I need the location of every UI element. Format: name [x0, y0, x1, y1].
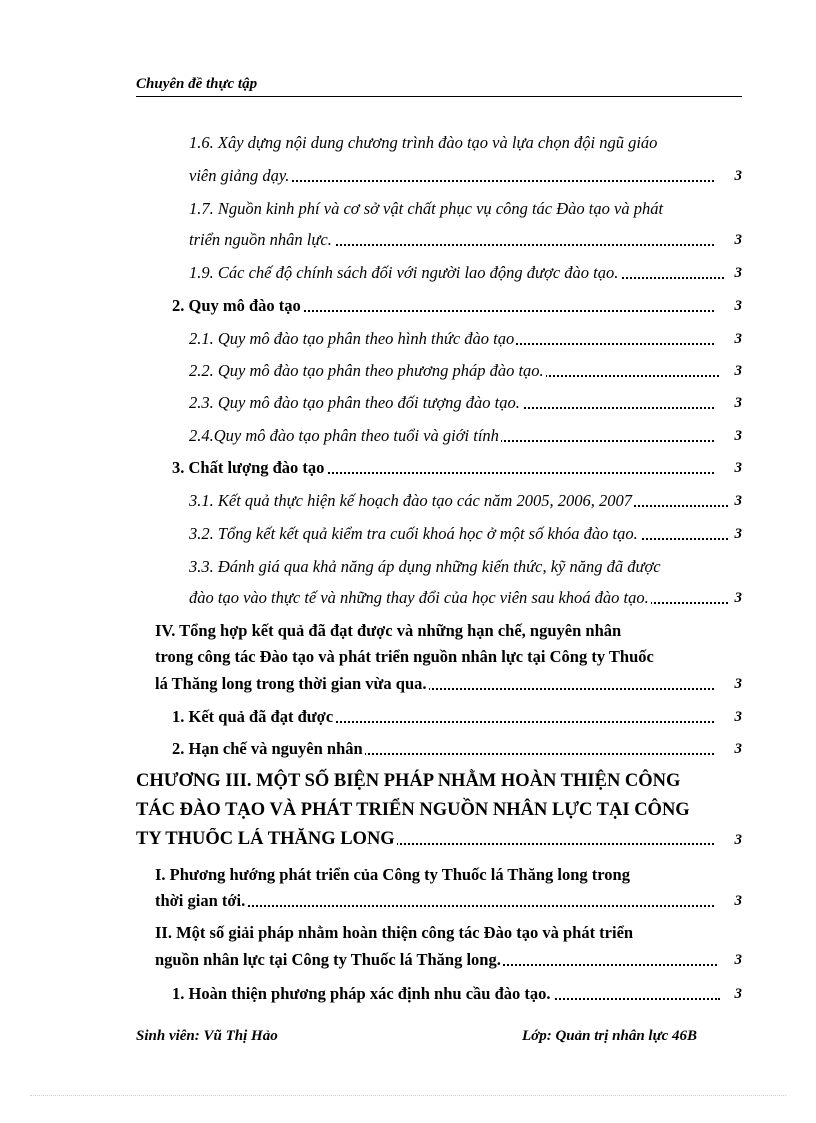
toc-page-number: 3: [734, 363, 742, 379]
toc-entry-3-1: [189, 490, 728, 512]
toc-page-number: 3: [734, 986, 742, 1002]
toc-page-number: 3: [734, 395, 742, 411]
toc-page-number: 3: [734, 893, 742, 909]
toc-entry-text: triển nguồn nhân lực.: [189, 230, 332, 249]
toc-entry-text: 2.1. Quy mô đào tạo phân theo hình thức đào tạo: [189, 329, 515, 348]
toc-entry-text: lá Thăng long trong thời gian vừa qua.: [155, 674, 427, 693]
toc-entry-text: 2.2. Quy mô đào tạo phân theo phương pháp đào tạo.: [189, 361, 544, 380]
toc-page-number: 3: [734, 952, 742, 968]
toc-entry-2-2: [189, 360, 719, 382]
toc-page-number: 3: [734, 832, 742, 848]
toc-entry-2-4: [189, 425, 714, 447]
toc-entry-ii-1: [172, 983, 720, 1005]
toc-entry-3: [172, 457, 714, 479]
toc-entry-ii-line2: [155, 949, 717, 971]
toc-entry-text: đào tạo vào thực tế và những thay đổi của học viên sau khoá đào tạo.: [189, 588, 649, 607]
toc-entry-text: 1.9. Các chế độ chính sách đối với người lao động được đào tạo.: [189, 263, 619, 282]
toc-page-number: 3: [734, 590, 742, 606]
toc-entry-iv-2: [172, 738, 714, 760]
toc-entry-1-6-line2: [189, 165, 714, 187]
toc-entry-text: 1. Hoàn thiện phương pháp xác định nhu cầu đào tạo.: [172, 984, 551, 1003]
toc-page-number: 3: [734, 741, 742, 757]
toc-entry-1-6-line1: 1.6. Xây dựng nội dung chương trình đào tạo và lựa chọn đội ngũ giáo: [189, 133, 658, 152]
toc-entry-text: 3.1. Kết quả thực hiện kế hoạch đào tạo các năm 2005, 2006, 2007: [189, 491, 632, 510]
toc-entry-text: 2.4.Quy mô đào tạo phân theo tuổi và giới tính: [189, 426, 499, 445]
toc-page-number: 3: [734, 709, 742, 725]
toc-entry-1-7-line2: [189, 229, 714, 251]
toc-page-number: 3: [734, 493, 742, 509]
toc-page-number: 3: [734, 298, 742, 314]
toc-entry-iv-line2: trong công tác Đào tạo và phát triển nguồn nhân lực tại Công ty Thuốc: [155, 647, 654, 666]
toc-entry-1-9: [189, 262, 724, 284]
footer-student-name: Sinh viên: Vũ Thị Hảo: [136, 1028, 278, 1044]
toc-entry-text: nguồn nhân lực tại Công ty Thuốc lá Thăng long.: [155, 950, 501, 969]
header-divider: [136, 96, 742, 97]
toc-page-number: 3: [734, 265, 742, 281]
toc-entry-2-1: [189, 328, 714, 350]
toc-entry-text: TY THUỐC LÁ THĂNG LONG: [136, 829, 395, 849]
toc-entry-iv-line1: IV. Tổng hợp kết quả đã đạt được và những hạn chế, nguyên nhân: [155, 621, 622, 640]
toc-page-number: 3: [734, 232, 742, 248]
toc-entry-text: 2. Hạn chế và nguyên nhân: [172, 739, 363, 758]
toc-entry-text: 2.3. Quy mô đào tạo phân theo đối tượng đào tạo.: [189, 393, 520, 412]
toc-page-number: 3: [734, 676, 742, 692]
toc-entry-2-3: [189, 392, 714, 414]
page-bottom-divider: [30, 1095, 786, 1096]
toc-chapter-iii-line1: CHƯƠNG III. MỘT SỐ BIỆN PHÁP NHẰM HOÀN THIỆN CÔNG: [136, 771, 681, 791]
toc-entry-iv-1: [172, 706, 714, 728]
toc-entry-3-3-line2: [189, 587, 728, 609]
toc-entry-2: [172, 295, 714, 317]
toc-page-number: 3: [734, 168, 742, 184]
toc-entry-3-3-line1: 3.3. Đánh giá qua khả năng áp dụng những kiến thức, kỹ năng đã được: [189, 557, 661, 576]
toc-entry-i-line1: I. Phương hướng phát triển của Công ty Thuốc lá Thăng long trong: [155, 865, 630, 884]
page-header-title: Chuyên đề thực tập: [136, 76, 258, 92]
toc-page-number: 3: [734, 428, 742, 444]
toc-entry-1-7-line1: 1.7. Nguồn kinh phí và cơ sở vật chất phục vụ công tác Đào tạo và phát: [189, 199, 664, 218]
toc-entry-text: 3.2. Tổng kết kết quả kiểm tra cuối khoá học ở một số khóa đào tạo.: [189, 524, 638, 543]
toc-chapter-iii-line2: TÁC ĐÀO TẠO VÀ PHÁT TRIỂN NGUỒN NHÂN LỰC TẠI CÔNG: [136, 800, 690, 820]
toc-entry-text: 3. Chất lượng đào tạo: [172, 458, 325, 477]
toc-entry-3-2: [189, 523, 728, 545]
footer-class-name: Lớp: Quản trị nhân lực 46B: [522, 1028, 697, 1044]
toc-entry-ii-line1: II. Một số giải pháp nhằm hoàn thiện công tác Đào tạo và phát triển: [155, 923, 634, 942]
toc-entry-iv-line3: [155, 673, 714, 695]
toc-page-number: 3: [734, 331, 742, 347]
toc-entry-i-line2: [155, 890, 714, 912]
toc-entry-text: thời gian tới.: [155, 891, 246, 910]
toc-entry-text: 1. Kết quả đã đạt được: [172, 707, 334, 726]
toc-page-number: 3: [734, 526, 742, 542]
toc-chapter-iii-line3: [136, 828, 714, 850]
toc-entry-text: 2. Quy mô đào tạo: [172, 296, 301, 315]
toc-page-number: 3: [734, 460, 742, 476]
toc-entry-text: viên giảng dạy.: [189, 166, 290, 185]
